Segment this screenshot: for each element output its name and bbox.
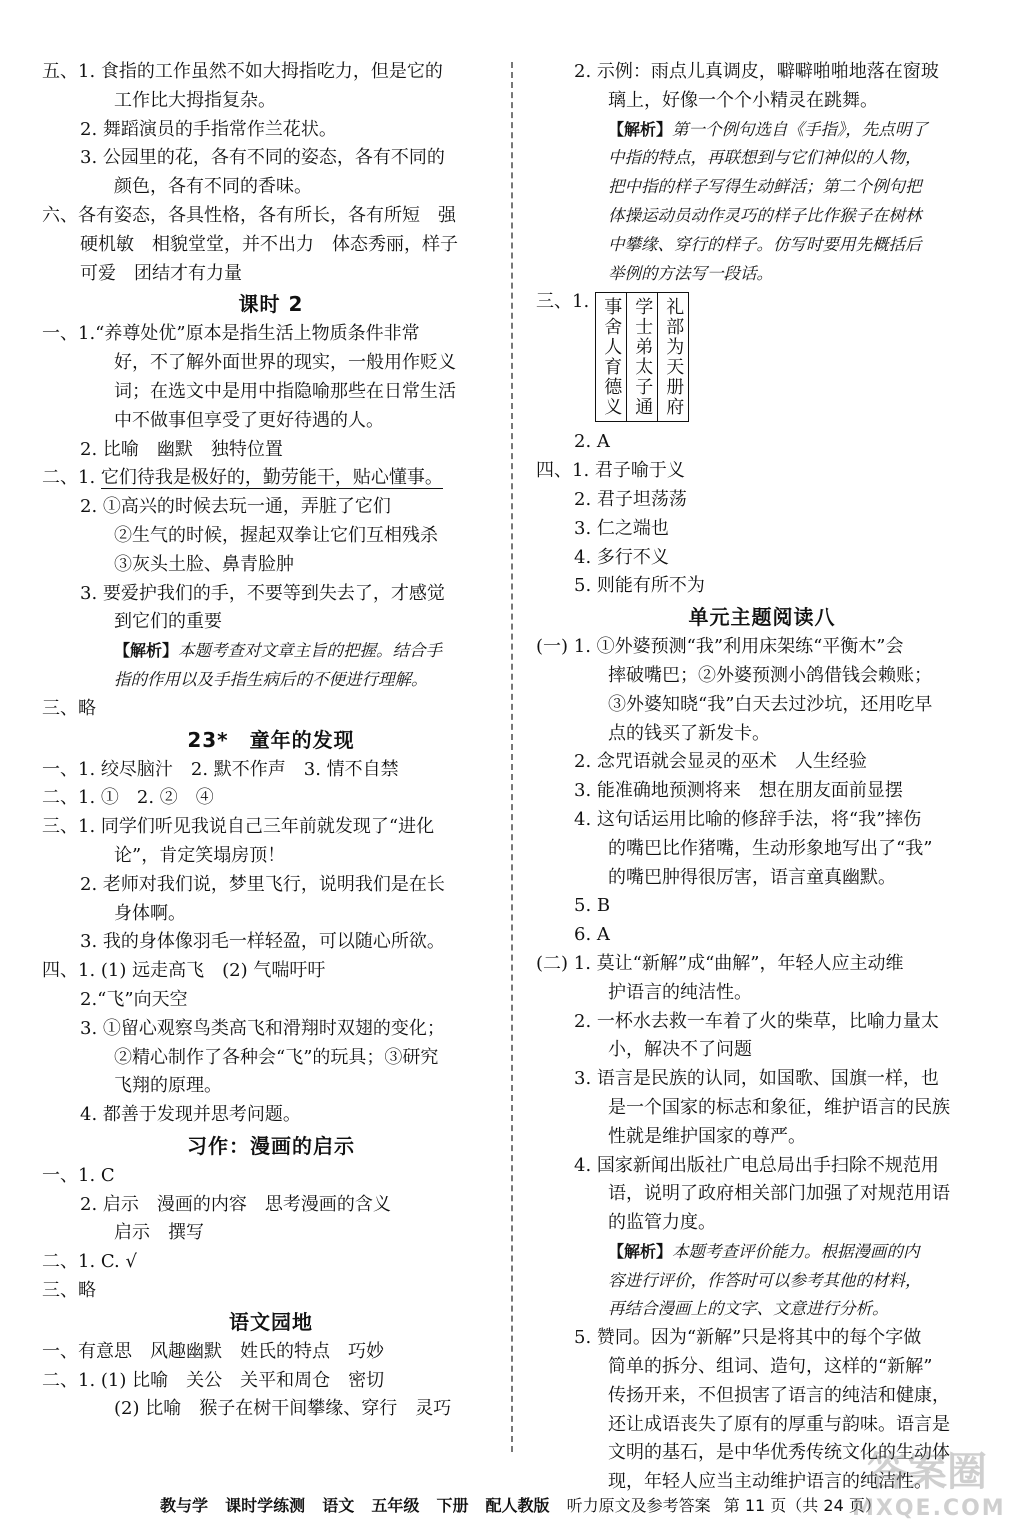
footer-edition: 配人教版 (485, 1496, 550, 1515)
answer-line (42, 1277, 500, 1306)
answer-line (42, 1191, 500, 1220)
analysis-note-line (536, 1267, 988, 1296)
classical-text-grid-row (536, 288, 988, 428)
line-text: 三、略 (42, 697, 96, 719)
answer-line (42, 173, 500, 202)
answer-line (42, 1101, 500, 1130)
line-text: 一、1. C (42, 1164, 115, 1186)
right-column (536, 58, 988, 1497)
line-text: 3. 我的身体像羽毛一样轻盈，可以随心所欲。 (80, 931, 445, 953)
answer-line (536, 87, 988, 116)
line-text: 举例的方法写一段话。 (608, 263, 773, 283)
answer-line (536, 428, 988, 457)
answer-line (536, 1382, 988, 1411)
line-text: 四、1. (1) 远走高飞 (2) 气喘吁吁 (42, 960, 326, 982)
line-text: 到它们的重要 (114, 611, 222, 633)
vertical-text-grid (595, 292, 689, 422)
section-heading: 单元主题阅读八 (688, 605, 836, 630)
answer-line (42, 231, 500, 260)
line-text: ②精心制作了各种会“飞”的玩具；③研究 (114, 1046, 439, 1068)
answer-line (42, 407, 500, 436)
line-text: 三、略 (42, 1280, 96, 1302)
line-text: 二、1. (1) 比喻 关公 关平和周仓 密切 (42, 1369, 385, 1391)
answer-line (536, 457, 988, 486)
line-text: 一、1.“养尊处优”原本是指生活上物质条件非常 (42, 323, 420, 345)
answer-line (42, 87, 500, 116)
answer-line (536, 1008, 988, 1037)
line-text: 2.“飞”向天空 (80, 988, 188, 1010)
analysis-tag: 【解析】 (114, 641, 179, 661)
answer-line (42, 1044, 500, 1073)
answer-line (42, 957, 500, 986)
answer-line (536, 515, 988, 544)
answer-line (536, 58, 988, 87)
line-text: 的监管力度。 (608, 1212, 716, 1234)
answer-line (42, 813, 500, 842)
analysis-note-line (42, 666, 500, 695)
footer-grade: 五年级 (371, 1496, 420, 1515)
analysis-note-line (536, 116, 988, 145)
answer-line (42, 260, 500, 289)
answer-line (42, 1015, 500, 1044)
answer-line (42, 436, 500, 465)
answer-line (42, 464, 500, 493)
line-text: 3. ①留心观察鸟类高飞和滑翔时双翅的变化； (80, 1017, 445, 1039)
analysis-note-line (536, 1238, 988, 1267)
line-text: 本题考查评价能力。根据漫画的内 (672, 1241, 920, 1261)
answer-line (536, 1152, 988, 1181)
line-text: 硬机敏 相貌堂堂，并不出力 体态秀丽，样子 (80, 233, 458, 255)
answer-line (42, 900, 500, 929)
line-text: 摔破嘴巴；②外婆预测小鸽借钱会赖账； (608, 664, 932, 686)
line-text: 五、1. 食指的工作虽然不如大拇指吃力，但是它的 (42, 61, 443, 82)
line-text: 文明的基石，是中华优秀传统文化的生动体 (608, 1442, 950, 1464)
answer-line (42, 551, 500, 580)
answer-line (42, 349, 500, 378)
line-text: 3. 要爱护我们的手，不要等到失去了，才感觉 (80, 582, 445, 604)
answer-line (536, 486, 988, 515)
line-text: 2. 舞蹈演员的手指常作兰花状。 (80, 118, 337, 140)
grid-column: 学士弟太子通 (626, 293, 657, 421)
answer-line (42, 1395, 500, 1424)
answer-line (42, 1248, 500, 1277)
answer-line (536, 835, 988, 864)
line-text: 小，解决不了问题 (608, 1039, 752, 1061)
answer-line (536, 1209, 988, 1238)
line-text: (一) 1. ①外婆预测“我”利用床架练“平衡木”会 (536, 636, 904, 658)
line-text: 5. 赞同。因为“新解”只是将其中的每个字做 (574, 1327, 922, 1349)
line-text: 把中指的样子写得生动鲜活；第二个例句把 (608, 177, 922, 197)
answer-line (536, 1324, 988, 1353)
answer-line (536, 892, 988, 921)
line-text: 是一个国家的标志和象征，维护语言的民族 (608, 1096, 950, 1118)
line-text: 启示 撰写 (114, 1222, 204, 1244)
line-text: 2. 一杯水去救一车着了火的柴草，比喻力量太 (574, 1010, 939, 1032)
line-text: 4. 国家新闻出版社广电总局出手扫除不规范用 (574, 1154, 939, 1176)
line-text: 2. 比喻 幽默 独特位置 (80, 438, 283, 460)
answer-line (42, 58, 500, 87)
watermark-url: MXQE.COM (852, 1496, 1006, 1521)
answer-line (536, 1353, 988, 1382)
line-text: 3. 语言是民族的认同，如国歌、国旗一样，也 (574, 1068, 939, 1090)
answer-line (42, 1367, 500, 1396)
line-text: 4. 都善于发现并思考问题。 (80, 1104, 301, 1126)
line-text: 3. 仁之端也 (574, 517, 669, 539)
column-divider (511, 62, 513, 1452)
footer-volume: 下册 (436, 1496, 469, 1515)
line-text: 中攀缘、穿行的样子。仿写时要用先概括后 (608, 234, 922, 254)
line-text: 5. 则能有所不为 (574, 575, 705, 597)
watermark-logo (852, 1448, 1006, 1530)
line-text: 4. 多行不义 (574, 546, 669, 568)
footer-brand: 教与学 (160, 1496, 209, 1515)
line-text: 2. 君子坦荡荡 (574, 488, 687, 510)
line-text: 二、1. C. √ (42, 1251, 137, 1273)
answer-line (42, 784, 500, 813)
line-text: 一、有意思 风趣幽默 姓氏的特点 巧妙 (42, 1340, 384, 1362)
answer-line (536, 806, 988, 835)
line-text: ②生气的时候，握起双拳让它们互相残杀 (114, 524, 438, 546)
answer-line (536, 1036, 988, 1065)
answer-line (42, 871, 500, 900)
line-text: (二) 1. 莫让“新解”成“曲解”，年轻人应主动维 (536, 952, 904, 974)
line-text: 本题考查对文章主旨的把握。结合手 (178, 641, 443, 661)
footer-subject: 语文 (322, 1496, 355, 1515)
line-text: 论”，肯定笑塌房顶！ (114, 844, 286, 866)
answer-line (42, 320, 500, 349)
footer-page-number: 第 11 页（共 24 页） (723, 1496, 881, 1515)
answer-line (536, 979, 988, 1008)
line-text: 性就是维护国家的尊严。 (608, 1125, 806, 1147)
line-text: 2. 老师对我们说，梦里飞行，说明我们是在长 (80, 873, 445, 895)
analysis-note-line (42, 637, 500, 666)
line-text: 的嘴巴比作猪嘴，生动形象地写出了“我” (608, 837, 933, 859)
line-text: 三、1. 同学们听见我说自己三年前就发现了“进化 (42, 816, 435, 838)
line-text: 二、1. (42, 467, 101, 489)
answer-line (42, 695, 500, 724)
footer-series: 课时学练测 (225, 1496, 306, 1515)
line-text: 颜色，各有不同的香味。 (114, 176, 312, 198)
line-text: 璃上，好像一个个小精灵在跳舞。 (608, 89, 878, 111)
answer-line (42, 144, 500, 173)
answer-line (536, 777, 988, 806)
analysis-note-line (536, 260, 988, 289)
answer-line (536, 950, 988, 979)
line-text: 语，说明了政府相关部门加强了对规范用语 (608, 1183, 950, 1205)
line-text: (2) 比喻 猴子在树干间攀缘、穿行 灵巧 (114, 1398, 452, 1420)
answer-line (536, 1065, 988, 1094)
answer-line (536, 544, 988, 573)
line-text: ③外婆知晓“我”白天去过沙坑，还用吃早 (608, 693, 933, 715)
answer-line (42, 756, 500, 785)
analysis-tag: 【解析】 (608, 1241, 673, 1261)
line-text: 身体啊。 (114, 902, 186, 924)
answer-line (42, 1072, 500, 1101)
analysis-note-line (536, 202, 988, 231)
line-text: 好，不了解外面世界的现实，一般用作贬义 (114, 352, 456, 374)
answer-line (536, 1094, 988, 1123)
line-text: 中指的特点，再联想到与它们神似的人物， (608, 148, 922, 168)
left-column (42, 58, 500, 1424)
line-text: 3. 公园里的花，各有不同的姿态，各有不同的 (80, 147, 445, 169)
line-text: 2. 念咒语就会显灵的巫术 人生经验 (574, 751, 867, 773)
line-text: ③灰头土脸、鼻青脸肿 (114, 553, 294, 575)
line-text: 的嘴巴肿得很厉害，语言童真幽默。 (608, 866, 896, 888)
grid-column: 礼部为天册府 (657, 293, 688, 421)
line-text: 传扬开来，不但损害了语言的纯洁和健康， (608, 1384, 950, 1406)
line-text: 2. ①高兴的时候去玩一通，弄脏了它们 (80, 496, 391, 518)
line-text: 简单的拆分、组词、造句，这样的“新解” (608, 1356, 933, 1378)
section-heading: 课时 2 (238, 292, 304, 317)
line-text: 护语言的纯洁性。 (608, 981, 752, 1003)
line-text: 一、1. 绞尽脑汁 2. 默不作声 3. 情不自禁 (42, 758, 399, 780)
answer-line (42, 1162, 500, 1191)
line-text: 6. A (574, 924, 610, 946)
answer-line (42, 842, 500, 871)
section-heading: 23* 童年的发现 (187, 727, 355, 752)
answer-line (536, 1123, 988, 1152)
section-heading: 语文园地 (229, 1309, 313, 1334)
answer-line (42, 608, 500, 637)
line-text: 体操运动员动作灵巧的样子比作猴子在树林 (608, 205, 922, 225)
grid-question-label: 三、1. (536, 291, 590, 313)
analysis-tag: 【解析】 (608, 119, 673, 139)
answer-line (42, 522, 500, 551)
answer-line (42, 928, 500, 957)
section-heading: 习作：漫画的启示 (187, 1133, 355, 1158)
answer-line (42, 580, 500, 609)
line-text: 第一个例句选自《手指》，先点明了 (672, 119, 928, 139)
line-text: 点的钱买了新发卡。 (608, 722, 770, 744)
answer-line (536, 572, 988, 601)
line-text: 2. 示例：雨点儿真调皮，噼噼啪啪地落在窗玻 (574, 61, 939, 82)
footer-desc: 听力原文及参考答案 (566, 1496, 711, 1515)
line-text: 可爱 团结才有力量 (80, 262, 242, 284)
line-text: 指的作用以及手指生病后的不便进行理解。 (114, 669, 428, 689)
line-text: 六、各有姿态，各具性格，各有所长，各有所短 强 (42, 204, 456, 226)
line-text: 词；在选文中是用中指隐喻那些在日常生活 (114, 380, 456, 402)
line-text: 5. B (574, 895, 611, 917)
line-text: 再结合漫画上的文字、文意进行分析。 (608, 1299, 889, 1319)
right-top-block (536, 58, 988, 288)
line-text: 还让成语丧失了原有的厚重与韵味。语言是 (608, 1413, 950, 1435)
answer-line (536, 720, 988, 749)
answer-line (536, 921, 988, 950)
line-text: 工作比大拇指复杂。 (114, 89, 276, 111)
line-text: 现，年轻人应当主动维护语言的纯洁性。 (608, 1471, 932, 1493)
answer-line (42, 378, 500, 407)
answer-line (42, 986, 500, 1015)
line-text: 容进行评价，作答时可以参考其他的材料， (608, 1270, 922, 1290)
line-text: 4. 这句话运用比喻的修辞手法，将“我”摔伤 (574, 808, 922, 830)
answer-line (536, 864, 988, 893)
answer-line (536, 1411, 988, 1440)
answer-line (536, 633, 988, 662)
line-text: 2. A (574, 431, 610, 453)
line-text: 飞翔的原理。 (114, 1075, 222, 1097)
line-text: 中不做事但享受了更好待遇的人。 (114, 409, 384, 431)
line-text: 3. 能准确地预测将来 想在朋友面前显摆 (574, 780, 903, 802)
answer-line (42, 202, 500, 231)
answer-line (536, 662, 988, 691)
answer-line (42, 493, 500, 522)
watermark-text: 答案圈 (867, 1449, 987, 1495)
right-bottom-block (536, 428, 988, 1497)
analysis-note-line (536, 231, 988, 260)
analysis-note-line (536, 144, 988, 173)
answer-line (42, 1219, 500, 1248)
line-text: 四、1. 君子喻于义 (536, 460, 685, 482)
answer-line (536, 1180, 988, 1209)
line-text: 2. 启示 漫画的内容 思考漫画的含义 (80, 1193, 391, 1215)
answer-line (42, 1338, 500, 1367)
line-text: 二、1. ① 2. ② ④ (42, 787, 214, 809)
answer-line (42, 116, 500, 145)
analysis-note-line (536, 1295, 988, 1324)
grid-column: 事舍人育德义 (601, 297, 623, 418)
answer-line (536, 691, 988, 720)
underlined-answer: 它们待我是极好的，勤劳能干，贴心懂事。 (100, 467, 443, 489)
answer-line (536, 748, 988, 777)
analysis-note-line (536, 173, 988, 202)
